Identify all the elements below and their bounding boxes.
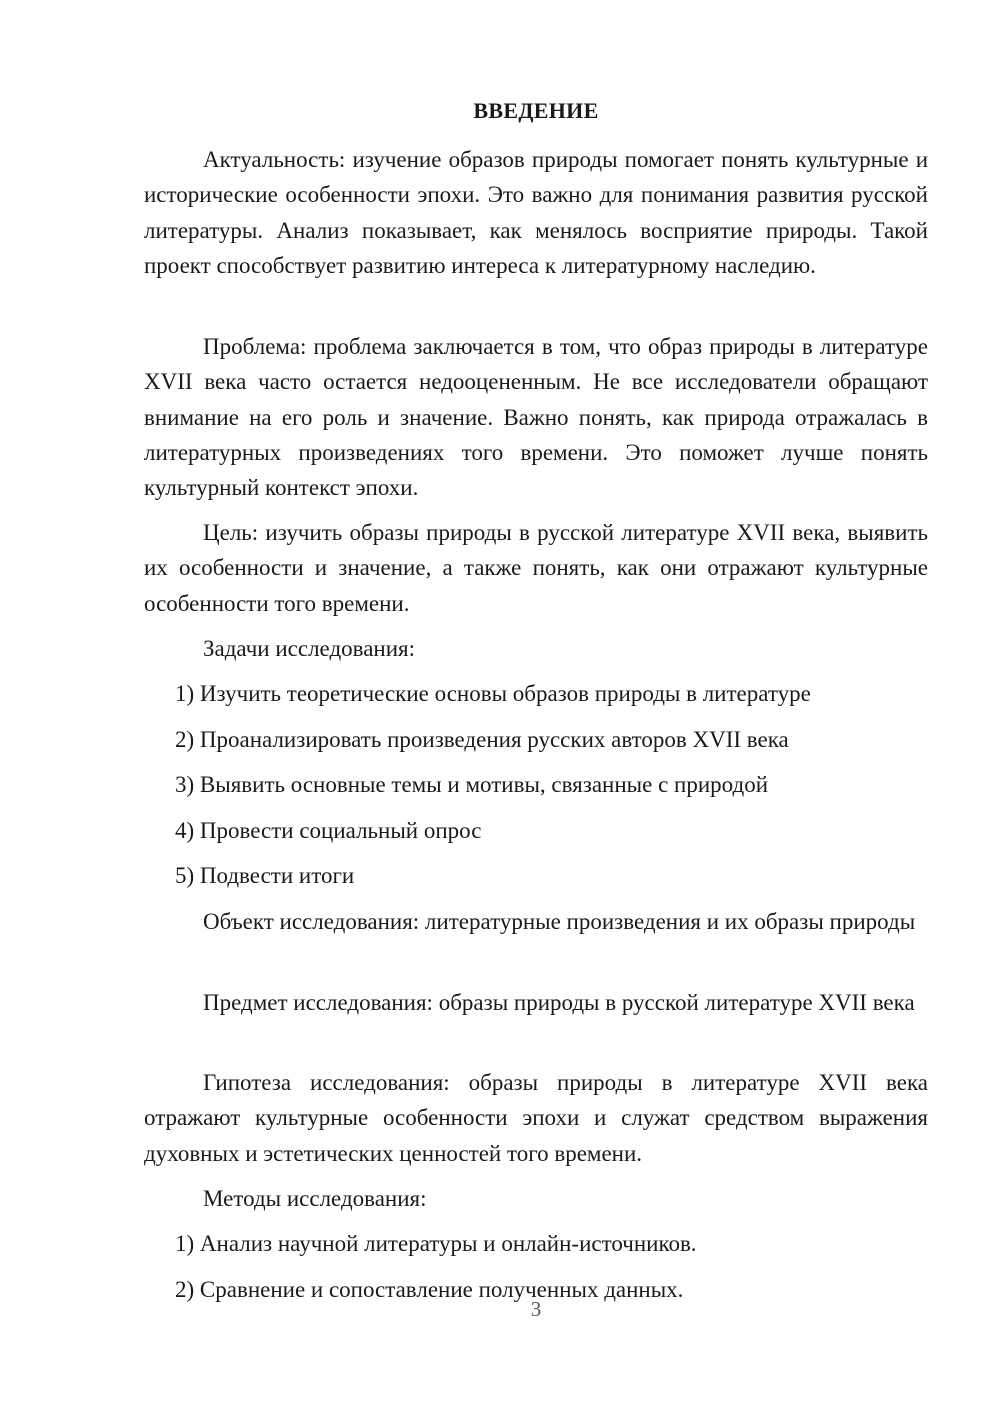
subject-paragraph: Предмет исследования: образы природы в русской литературе XVII века [203,990,915,1015]
task-item: 1) Изучить теоретические основы образов природы в литературе [175,681,811,706]
task-item: 4) Провести социальный опрос [175,818,482,843]
task-item: 3) Выявить основные темы и мотивы, связанные с природой [175,772,769,797]
relevance-paragraph: Актуальность: изучение образов природы помогает понять культурные и исторические особенности эпохи. Это важно для понимания развития русской литературы. Анализ показывает, как менялось восприятие природы. Такой проект способствует развитию интереса к литературному наследию. [144,147,928,278]
problem-paragraph: Проблема: проблема заключается в том, что образ природы в литературе XVII века часто остается недооцененным. Не все исследователи обращают внимание на его роль и значение. Важно понять, как природа отражалась в литературных произведениях того времени. Это поможет лучше понять культурный контекст эпохи. [144,334,928,501]
task-item: 5) Подвести итоги [175,863,355,888]
method-item: 2) Сравнение и сопоставление полученных данных. [175,1277,684,1302]
tasks-heading: Задачи исследования: [203,636,416,661]
method-item: 1) Анализ научной литературы и онлайн-источников. [175,1231,697,1256]
hypothesis-paragraph: Гипотеза исследования: образы природы в литературе XVII века отражают культурные особенности эпохи и служат средством выражения духовных и эстетических ценностей того времени. [144,1070,928,1166]
goal-paragraph: Цель: изучить образы природы в русской литературе XVII века, выявить их особенности и значение, а также понять, как они отражают культурные особенности того времени. [144,520,928,616]
page-number: 3 [530,1297,542,1321]
section-title: ВВЕДЕНИЕ [473,98,599,123]
methods-heading: Методы исследования: [203,1186,427,1211]
task-item: 2) Проанализировать произведения русских авторов XVII века [175,727,789,752]
object-paragraph: Объект исследования: литературные произведения и их образы природы [203,909,916,934]
